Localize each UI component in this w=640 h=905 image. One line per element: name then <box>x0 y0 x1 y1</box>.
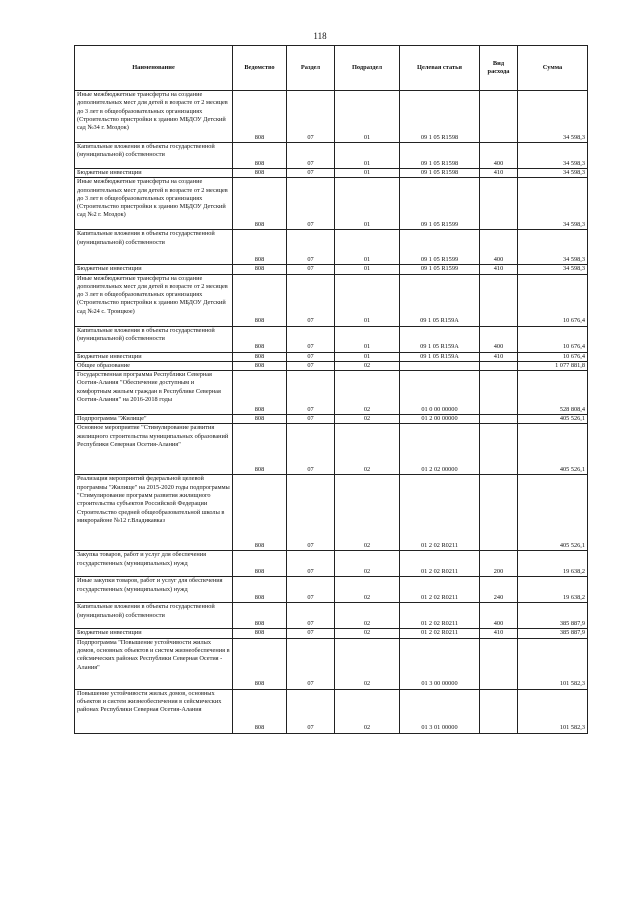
row-subsection: 01 <box>335 230 400 265</box>
row-subsection: 02 <box>335 577 400 603</box>
row-sum: 528 808,4 <box>518 371 588 415</box>
row-section: 07 <box>287 475 335 551</box>
row-sum: 101 582,3 <box>518 689 588 733</box>
row-section: 07 <box>287 415 335 424</box>
row-target: 01 0 00 00000 <box>400 371 480 415</box>
row-target: 01 2 02 R0211 <box>400 629 480 638</box>
row-name: Бюджетные инвестиции <box>75 352 233 361</box>
budget-table <box>74 45 588 734</box>
row-name: Бюджетные инвестиции <box>75 169 233 178</box>
row-subsection: 02 <box>335 629 400 638</box>
row-dept: 808 <box>233 415 287 424</box>
row-target: 09 1 05 R1598 <box>400 143 480 169</box>
row-subsection: 02 <box>335 689 400 733</box>
row-subsection: 01 <box>335 265 400 274</box>
row-target: 01 2 02 R0211 <box>400 577 480 603</box>
table-row <box>75 361 588 370</box>
row-section: 07 <box>287 689 335 733</box>
row-sum: 10 676,4 <box>518 352 588 361</box>
row-section: 07 <box>287 91 335 143</box>
row-dept: 808 <box>233 169 287 178</box>
row-section: 07 <box>287 551 335 577</box>
row-dept: 808 <box>233 265 287 274</box>
row-name: Общее образование <box>75 361 233 370</box>
row-sum: 385 887,9 <box>518 629 588 638</box>
row-target: 09 1 05 R1599 <box>400 265 480 274</box>
table-row <box>75 415 588 424</box>
row-target: 09 1 05 R1599 <box>400 178 480 230</box>
row-dept: 808 <box>233 178 287 230</box>
row-subsection: 02 <box>335 603 400 629</box>
row-sum: 19 638,2 <box>518 551 588 577</box>
row-expense-type: 400 <box>480 230 518 265</box>
row-sum: 10 676,4 <box>518 326 588 352</box>
row-expense-type: 400 <box>480 603 518 629</box>
row-name: Реализация мероприятий федеральной целевой программы "Жилище" на 2015-2020 годы подпрограммы "Стимулирование программ развития жилищного строительства субъектов Российской Федерации Строительство средней общеобразовательной школы в микрорайоне №12 г.Владикавказ <box>75 475 233 551</box>
row-expense-type: 400 <box>480 143 518 169</box>
row-sum: 34 598,3 <box>518 230 588 265</box>
row-subsection: 02 <box>335 415 400 424</box>
table-row <box>75 603 588 629</box>
row-dept: 808 <box>233 629 287 638</box>
row-dept: 808 <box>233 352 287 361</box>
row-subsection: 01 <box>335 143 400 169</box>
row-section: 07 <box>287 265 335 274</box>
row-name: Иные закупки товаров, работ и услуг для обеспечения государственных (муниципальных) нужд <box>75 577 233 603</box>
row-subsection: 02 <box>335 371 400 415</box>
row-dept: 808 <box>233 551 287 577</box>
table-row <box>75 178 588 230</box>
row-expense-type <box>480 371 518 415</box>
row-name: Подпрограмма "Жилище" <box>75 415 233 424</box>
table-row <box>75 371 588 415</box>
table-row <box>75 169 588 178</box>
row-name: Капитальные вложения в объекты государственной (муниципальной) собственности <box>75 230 233 265</box>
row-target: 01 2 00 00000 <box>400 415 480 424</box>
row-dept: 808 <box>233 361 287 370</box>
row-name: Капитальные вложения в объекты государственной (муниципальной) собственности <box>75 326 233 352</box>
row-sum: 405 526,1 <box>518 475 588 551</box>
row-expense-type <box>480 415 518 424</box>
row-dept: 808 <box>233 371 287 415</box>
row-section: 07 <box>287 371 335 415</box>
row-expense-type <box>480 424 518 475</box>
table-row <box>75 143 588 169</box>
row-section: 07 <box>287 603 335 629</box>
row-sum: 34 598,3 <box>518 143 588 169</box>
header-expense-type: Вид расхода <box>480 46 518 91</box>
row-section: 07 <box>287 274 335 326</box>
row-name: Иные межбюджетные трансферты на создание дополнительных мест для детей в возрасте от 2 месяцев до 3 лет в общеобразовательных организациях (Строительство пристройки к зданию МБДОУ Детский сад №34 г. Моздок) <box>75 91 233 143</box>
table-row <box>75 265 588 274</box>
row-section: 07 <box>287 352 335 361</box>
row-name: Капитальные вложения в объекты государственной (муниципальной) собственности <box>75 143 233 169</box>
row-name: Повышение устойчивости жилых домов, основных объектов и систем жизнеобеспечения в сейсмических районах Республики Северная Осетия-Алания <box>75 689 233 733</box>
row-dept: 808 <box>233 689 287 733</box>
header-dept: Ведомство <box>233 46 287 91</box>
row-expense-type: 410 <box>480 265 518 274</box>
row-sum: 385 887,9 <box>518 603 588 629</box>
row-expense-type <box>480 274 518 326</box>
row-expense-type <box>480 475 518 551</box>
table-row <box>75 577 588 603</box>
row-subsection: 01 <box>335 352 400 361</box>
row-expense-type: 240 <box>480 577 518 603</box>
page-number: 118 <box>313 31 327 41</box>
row-dept: 808 <box>233 326 287 352</box>
row-expense-type: 200 <box>480 551 518 577</box>
row-name: Подпрограмма "Повышение устойчивости жилых домов, основных объектов и систем жизнеобеспечения в сейсмических районах Республики Северная Осетия - Алания" <box>75 638 233 689</box>
row-name: Бюджетные инвестиции <box>75 629 233 638</box>
row-subsection: 02 <box>335 475 400 551</box>
table-row <box>75 424 588 475</box>
table-row <box>75 274 588 326</box>
row-dept: 808 <box>233 274 287 326</box>
row-dept: 808 <box>233 638 287 689</box>
row-sum: 405 526,1 <box>518 424 588 475</box>
row-dept: 808 <box>233 603 287 629</box>
table-row <box>75 352 588 361</box>
header-name: Наименование <box>75 46 233 91</box>
row-name: Основное мероприятие "Стимулирование развития жилищного строительства муниципальных образований Республики Северная Осетия-Алания" <box>75 424 233 475</box>
row-target: 09 1 05 R159A <box>400 274 480 326</box>
header-section: Раздел <box>287 46 335 91</box>
row-section: 07 <box>287 577 335 603</box>
row-target: 09 1 05 R1598 <box>400 91 480 143</box>
row-expense-type <box>480 638 518 689</box>
row-subsection: 01 <box>335 178 400 230</box>
row-target: 01 2 02 R0211 <box>400 603 480 629</box>
row-name: Иные межбюджетные трансферты на создание дополнительных мест для детей в возрасте от 2 месяцев до 3 лет в общеобразовательных организациях (Строительство пристройки к зданию МБДОУ Детский сад №24 с. Троицкое) <box>75 274 233 326</box>
row-expense-type <box>480 361 518 370</box>
row-expense-type: 400 <box>480 326 518 352</box>
row-subsection: 02 <box>335 424 400 475</box>
row-target: 01 3 00 00000 <box>400 638 480 689</box>
row-target: 09 1 05 R1599 <box>400 230 480 265</box>
row-sum: 34 598,3 <box>518 91 588 143</box>
row-sum: 10 676,4 <box>518 274 588 326</box>
row-target: 09 1 05 R1598 <box>400 169 480 178</box>
row-dept: 808 <box>233 230 287 265</box>
row-subsection: 01 <box>335 91 400 143</box>
row-name: Иные межбюджетные трансферты на создание дополнительных мест для детей в возрасте от 2 месяцев до 3 лет в общеобразовательных организациях (Строительство пристройки к зданию МБДОУ Детский сад №2 г. Моздок) <box>75 178 233 230</box>
table-row <box>75 230 588 265</box>
row-dept: 808 <box>233 475 287 551</box>
row-section: 07 <box>287 326 335 352</box>
row-name: Закупка товаров, работ и услуг для обеспечения государственных (муниципальных) нужд <box>75 551 233 577</box>
table-header-row <box>75 46 588 91</box>
row-sum: 101 582,3 <box>518 638 588 689</box>
table-row <box>75 638 588 689</box>
row-section: 07 <box>287 361 335 370</box>
row-sum: 1 077 881,8 <box>518 361 588 370</box>
row-target: 01 2 02 R0211 <box>400 551 480 577</box>
row-dept: 808 <box>233 424 287 475</box>
row-target: 01 2 02 R0211 <box>400 475 480 551</box>
row-expense-type <box>480 91 518 143</box>
row-section: 07 <box>287 143 335 169</box>
row-section: 07 <box>287 169 335 178</box>
table-row <box>75 91 588 143</box>
row-expense-type <box>480 178 518 230</box>
row-section: 07 <box>287 424 335 475</box>
row-section: 07 <box>287 638 335 689</box>
header-sum: Сумма <box>518 46 588 91</box>
row-dept: 808 <box>233 577 287 603</box>
row-name: Государственная программа Республики Северная Осетия-Алания "Обеспечение доступным и комфортным жильем граждан в Республике Северная Осетия-Алания" на 2016-2018 годы <box>75 371 233 415</box>
row-target: 09 1 05 R159A <box>400 352 480 361</box>
row-section: 07 <box>287 629 335 638</box>
row-dept: 808 <box>233 143 287 169</box>
row-subsection: 02 <box>335 551 400 577</box>
row-subsection: 02 <box>335 638 400 689</box>
table-row <box>75 551 588 577</box>
row-section: 07 <box>287 230 335 265</box>
row-target: 09 1 05 R159A <box>400 326 480 352</box>
table-row <box>75 475 588 551</box>
row-sum: 34 598,3 <box>518 265 588 274</box>
row-subsection: 01 <box>335 326 400 352</box>
row-sum: 34 598,3 <box>518 169 588 178</box>
table-row <box>75 689 588 733</box>
row-subsection: 01 <box>335 274 400 326</box>
row-sum: 34 598,3 <box>518 178 588 230</box>
row-target: 01 2 02 00000 <box>400 424 480 475</box>
row-sum: 19 638,2 <box>518 577 588 603</box>
header-target: Целевая статья <box>400 46 480 91</box>
row-dept: 808 <box>233 91 287 143</box>
table-row <box>75 629 588 638</box>
row-sum: 405 526,1 <box>518 415 588 424</box>
row-expense-type <box>480 689 518 733</box>
row-subsection: 02 <box>335 361 400 370</box>
header-subsection: Подраздел <box>335 46 400 91</box>
row-name: Бюджетные инвестиции <box>75 265 233 274</box>
row-subsection: 01 <box>335 169 400 178</box>
row-expense-type: 410 <box>480 169 518 178</box>
row-section: 07 <box>287 178 335 230</box>
row-expense-type: 410 <box>480 352 518 361</box>
row-name: Капитальные вложения в объекты государственной (муниципальной) собственности <box>75 603 233 629</box>
table-row <box>75 326 588 352</box>
row-target <box>400 361 480 370</box>
row-expense-type: 410 <box>480 629 518 638</box>
row-target: 01 3 01 00000 <box>400 689 480 733</box>
